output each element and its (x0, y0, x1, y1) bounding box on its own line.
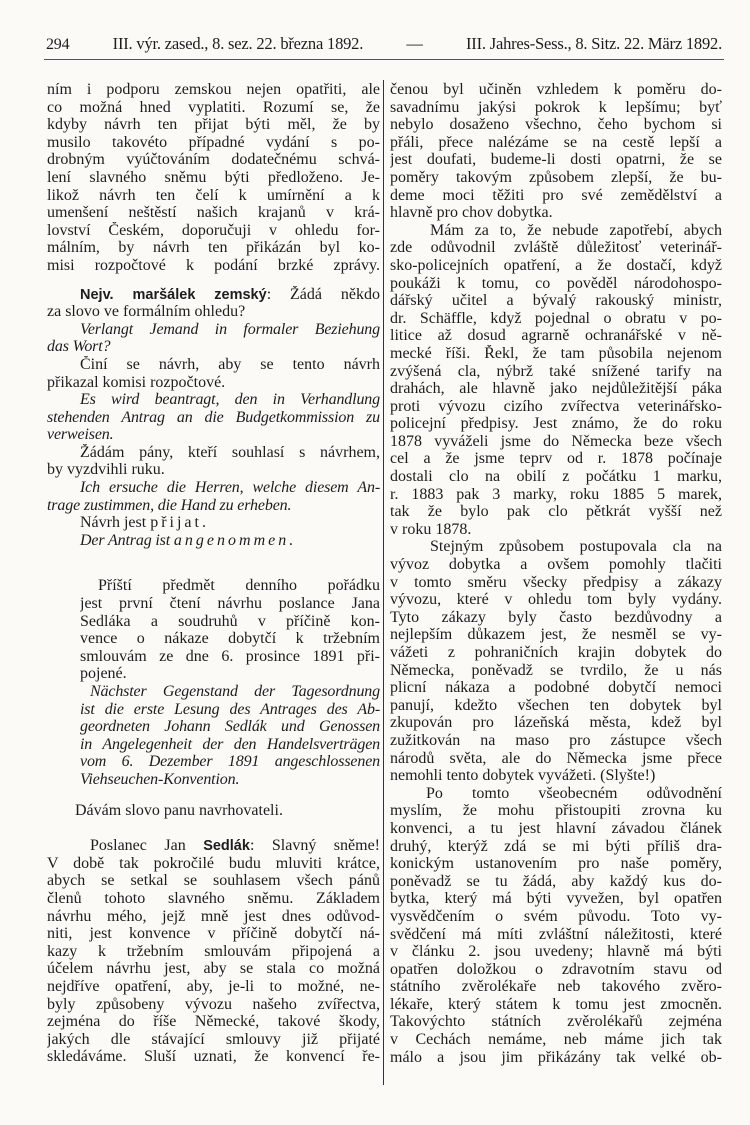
text-line: Mám za to, že nebude zapotřebí, abych (430, 221, 722, 239)
paragraph (47, 514, 380, 532)
text-line: poměry takovým způsobem zlepší, že bu- (390, 168, 722, 186)
text-line: vence o nákaze dobytčí k tržebním (80, 630, 380, 648)
text-line: Ich ersuche die Herren, welche diesem An- (80, 479, 380, 497)
text-line: trage zustimmen, die Hand zu erheben. (47, 496, 292, 514)
text-line: účelem návrhu jest, aby se stala co možná (47, 960, 380, 978)
text-line: co možná hned vyplatiti. Rozumí se, že (47, 98, 380, 116)
text-line: musilo takovéto případné vydání s po- (47, 133, 380, 151)
text-line: V době tak pokročilé budu mluviti krátce, (47, 854, 380, 872)
text-line: nebylo dosaženo všechno, čeho bychom si (390, 116, 722, 134)
text-line: konickým ustanovením pro naše poměry, (390, 855, 722, 873)
text-line: Stejným způsobem postupovala cla na (430, 538, 722, 556)
text-line: v článku 2. jsou uvedeny; hlavně má býti (390, 943, 722, 961)
text-line: přikazal komisi rozpočtové. (47, 373, 226, 391)
text-line: jakých dle stávající smlouvy již přijaté (47, 1030, 380, 1048)
speaker-name: Sedlák (203, 838, 250, 855)
spaced-text: angenommen (173, 531, 290, 549)
spaced-text: přijat (150, 514, 202, 532)
text-line: dr. Schäffle, když pojednal o obratu v po- (390, 309, 722, 327)
text-line: bytka, který má býti vyvežen, byl opatřen (390, 890, 722, 908)
text-line: sko-policejních opatření, a že dostačí, když (390, 256, 722, 274)
column-divider (383, 80, 384, 1085)
text-segment: Poslanec Jan (90, 837, 204, 855)
header-german: III. Jahres-Sess., 8. Sitz. 22. März 1892. (465, 34, 722, 53)
text-line: ist die erste Lesung des Antrages des Ab- (80, 700, 380, 718)
text-line: vysvědčením o svém původu. Toto vy- (390, 907, 722, 925)
paragraph (47, 286, 380, 321)
text-line: Nächster Gegenstand der Tagesordnung (90, 683, 380, 700)
text-line: litice až dosud agrarně ochranářské v ně- (390, 327, 722, 345)
paragraph (390, 81, 722, 222)
left-column (47, 81, 380, 1066)
text-line: opatřen doložkou o zdravotním stavu od (390, 960, 722, 978)
text-line: das Wort? (47, 338, 111, 356)
text-line: Německa, poněvadž se tvrdilo, že u nás (390, 661, 722, 679)
header-czech: III. výr. zased., 8. sez. 22. března 1892. (112, 34, 364, 53)
paragraph (47, 81, 380, 275)
text-line: drobným vyúčtováním dodatečnému schvá- (47, 151, 380, 169)
text-line: plicní nákaza a podobné dobytčí nemoci (390, 679, 722, 697)
text-line: tak že bylo pak clo pětkrát vyšší než (390, 503, 722, 521)
text-segment: Návrh jest (80, 514, 151, 532)
text-line: Dávám slovo panu navrhovateli. (75, 801, 283, 819)
text-line (47, 514, 380, 532)
text-line: proti vývozu cizího zvířectva veterinářsko- (390, 397, 722, 415)
text-line: nejlepším důkazem jest, že nesměl se vy- (390, 626, 722, 644)
text-line: čenou byl učiněn vzhledem k poměru do- (390, 81, 722, 98)
text-line: přáli, přece nalézáme se na cestě lepší a (390, 133, 722, 151)
text-line: národů světa, ale do Německa jsme přece (390, 749, 722, 767)
paragraph (80, 683, 380, 789)
text-line: cel a že jsme teprv od r. 1878 počínaje (390, 450, 722, 468)
paragraph (47, 532, 380, 550)
text-line: umenšení neštěstí našich krajanů v krá- (47, 204, 380, 222)
text-line: svědčení má míti zvláštní náležitosti, které (390, 925, 722, 943)
page-number: 294 (46, 36, 70, 53)
text-line (47, 837, 380, 855)
text-line: v Cechách nemáme, neb máme jich tak (390, 1031, 722, 1049)
text-line: vážeti z pohraničních krajin dobytek do (390, 644, 722, 661)
text-line: konvenci, a tu jest hlavní závadou článek (390, 819, 722, 837)
text-line: návrhu mého, jejž mně jest dnes odůvod- (47, 907, 380, 925)
text-line: v tomto směru všecky předpisy a zákazy (390, 573, 722, 591)
text-segment: . (289, 531, 294, 549)
paragraph (47, 444, 380, 479)
text-line: deme moci těžiti pro své zemědělství a (390, 186, 722, 204)
text-line: vývozu, které v ohledu tom byly vydány. (390, 591, 722, 609)
text-line: panují, kdežto všechen ten dobytek byl (390, 696, 722, 714)
text-line: poukáži k tomu, co pověděl národohospo- (390, 274, 722, 292)
text-line: niti, jest konvence v příčině dobytčí ná- (47, 925, 380, 943)
text-line: Činí se návrh, aby se tento návrh (80, 355, 380, 373)
text-line: lékaře, který státem k tomu jest zmocněn. (390, 995, 722, 1013)
text-line: zkupován pro lázeňská města, kdež byl (390, 714, 722, 732)
text-line: misi rozpočtové k podání brzké zprávy. (47, 256, 380, 274)
paragraph (47, 802, 380, 820)
text-line: Sedláka a soudruhů v příčině kon- (80, 612, 380, 630)
paragraph (47, 391, 380, 444)
running-header (46, 34, 722, 56)
paragraph (47, 321, 380, 356)
text-line: členů tohoto slavného sněmu. Základem (47, 889, 380, 907)
text-line: hlavně pro chov dobytka. (390, 204, 553, 222)
right-column (390, 81, 722, 1066)
text-line: jest první čtení návrhu poslance Jana (80, 595, 380, 613)
text-line: smlouvám ze dne 6. prosince 1891 při- (80, 647, 380, 665)
header-dash: — (406, 34, 423, 53)
text-line: lení slavného sněmu býti předloženo. Je- (47, 168, 380, 186)
text-line: Žádám pány, kteří souhlasí s návrhem, (80, 443, 380, 461)
text-line: Po tomto všeobecném odůvodnění (426, 784, 722, 802)
text-line: likož návrh ten čelí k umírnění a k (47, 186, 380, 204)
paragraph (47, 837, 380, 1066)
paragraph (47, 479, 380, 514)
text-line: myslím, že mohu přistoupiti zrovna ku (390, 802, 722, 820)
text-line: geordneten Johann Sedlák und Genossen (80, 718, 380, 736)
text-line: druhý, kterýž zdá se mi býti příliš dra- (390, 837, 722, 855)
text-line: Es wird beantragt, den in Verhandlung (80, 391, 380, 409)
text-line: zvýšená cla, nýbrž také snížené tarify na (390, 362, 722, 380)
text-line: r. 1883 pak 3 marky, roku 1885 5 marek, (390, 485, 722, 503)
text-line: za slovo ve formálním ohledu? (47, 303, 246, 321)
text-line: Příští předmět denního pořádku (98, 577, 380, 595)
text-line: policejní předpisy. Jest známo, že do roku (390, 415, 722, 433)
text-line: Verlangt Jemand in formaler Beziehung (80, 320, 380, 338)
text-line: zejména do říše Německé, takové škody, (47, 1013, 380, 1031)
text-line: byly způsobeny vývozu našeho zvířectva, (47, 995, 380, 1013)
speaker-name: Nejv. maršálek zemský (80, 286, 267, 303)
text-line: verweisen. (47, 426, 114, 444)
text-line: 1878 vyváželi jsme do Německa beze všech (390, 432, 722, 450)
text-line: skledáváme. Sluší uznati, že konvencí ře- (47, 1048, 380, 1066)
text-line: kazy k tržebním smlouvám připojená a (47, 942, 380, 960)
text-line: vývoz dobytka a ovšem pomohly tlačiti (390, 556, 722, 574)
text-line: málním, by návrh ten přikázán byl ko- (47, 239, 380, 257)
text-line: Viehseuchen-Konvention. (80, 770, 240, 788)
text-segment: : Slavný sněme! (249, 837, 380, 855)
text-line: státního zvěrolékaře neb takového zvěro- (390, 978, 722, 996)
text-line: savadnímu jakýsi pokrok k lepšímu; byť (390, 98, 722, 116)
header-rule (44, 59, 724, 60)
text-line: stehenden Antrag an die Budgetkommission zu (47, 408, 380, 426)
text-line: lovství Českém, doporučuji v ohledu for- (47, 221, 380, 239)
text-line: pojené. (80, 665, 127, 683)
text-segment: : Žádá někdo (266, 285, 380, 303)
text-line: vom 6. Dezember 1891 angeschlossenen (80, 753, 380, 771)
text-line: zde odůvodnil zvláště důležitosť veterinář- (390, 239, 722, 257)
text-line: nejdříve opatření, aby, je-li to možné, ne- (47, 977, 380, 995)
paragraph (47, 356, 380, 391)
text-segment: . (201, 514, 206, 532)
paragraph (80, 577, 380, 683)
text-line: ním i podporu zemskou nejen opatřiti, ale (47, 81, 380, 98)
text-line: dostali clo na obilí z počátku 1 marku, (390, 468, 722, 486)
text-line: v roku 1878. (390, 520, 472, 538)
text-line: zužitkován na maso pro zástupce všech (390, 731, 722, 749)
text-segment: Der Antrag ist (80, 531, 174, 549)
text-line: in Angelegenheit der den Handelsverträgen (80, 735, 380, 753)
text-line: kdyby návrh ten přijat býti měl, že by (47, 116, 380, 134)
text-line: by vyzdvihli ruku. (47, 461, 165, 479)
paragraph (390, 538, 722, 784)
text-line: Takovýchto státních zvěrolékařů zejména (390, 1013, 722, 1031)
text-line: poněvadž se tu žádá, aby každý kus do- (390, 872, 722, 890)
paragraph (390, 785, 722, 1067)
text-line: málo a jsou jim přikázány tak velké ob- (390, 1048, 722, 1066)
text-line: dářský učitel a bývalý rakouský ministr, (390, 292, 722, 310)
text-line: mecké říši. Řekl, že tam působila nejenom (390, 344, 722, 362)
text-line: jest doufati, budeme-li dosti opatrni, že se (390, 151, 722, 169)
text-line: Tyto zákazy byly často bezdůvodny a (390, 608, 722, 626)
text-line (47, 532, 380, 550)
text-line: abych se setkal se souhlasem všech pánů (47, 872, 380, 890)
paragraph (390, 222, 722, 539)
text-line: nemohli tento dobytek vyvážeti. (Slyšte!) (390, 767, 656, 785)
text-line (47, 286, 380, 304)
text-line: drahách, ale hlavně jako nejdůležitější páka (390, 380, 722, 398)
